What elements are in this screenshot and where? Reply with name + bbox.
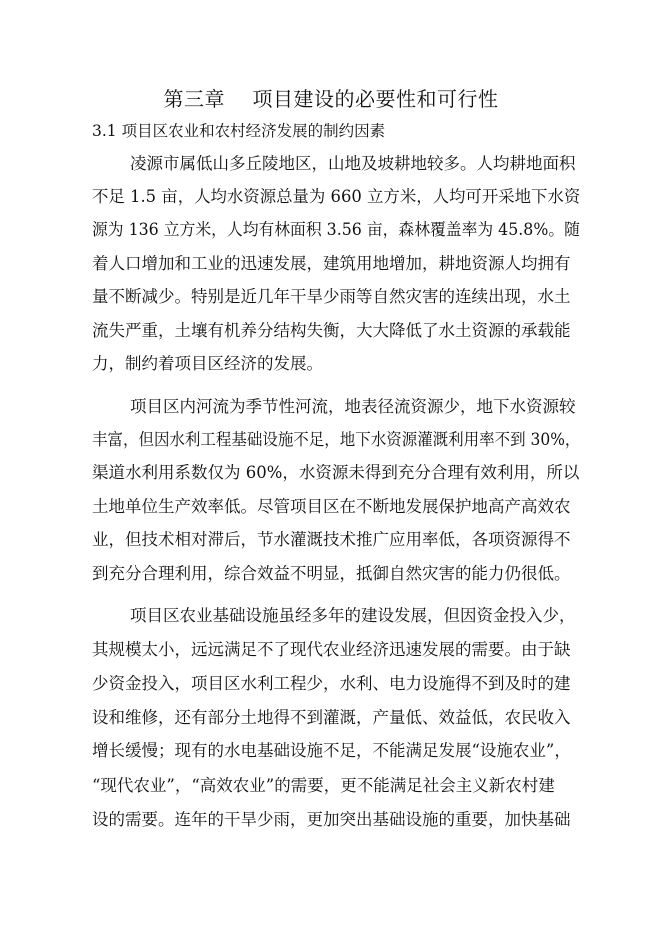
paragraph-1-line-5: 量不断减少。特别是近几年干旱少雨等自然灾害的连续出现，水土 xyxy=(92,287,571,306)
paragraph-3-line-4: 设和维修，还有部分土地得不到灌溉，产量低、效益低，农民收入 xyxy=(92,708,571,727)
paragraph-1-line-6: 流失严重，土壤有机养分结构失衡，大大降低了水土资源的承载能 xyxy=(92,321,571,340)
chapter-title: 第三章 项目建设的必要性和可行性 xyxy=(163,87,499,111)
section-heading: 3.1 项目区农业和农村经济发展的制约因素 xyxy=(92,122,386,140)
paragraph-2-line-3: 渠道水利用系数仅为 60%，水资源未得到充分合理有效利用，所以 xyxy=(92,463,580,482)
paragraph-1-line-2: 不足 1.5 亩，人均水资源总量为 660 立方米，人均可开采地下水资 xyxy=(92,187,581,206)
paragraph-2-line-5: 业，但技术相对滞后，节水灌溉技术推广应用率低，各项资源得不 xyxy=(92,530,571,549)
paragraph-3-line-2: 其规模太小，远远满足不了现代农业经济迅速发展的需要。由于缺 xyxy=(92,640,571,659)
paragraph-3-line-1: 项目区农业基础设施虽经多年的建设发展，但因资金投入少， xyxy=(130,606,576,625)
paragraph-1-line-4: 着人口增加和工业的迅速发展，建筑用地增加，耕地资源人均拥有 xyxy=(92,254,571,273)
paragraph-3-line-3: 少资金投入，项目区水利工程少，水利、电力设施得不到及时的建 xyxy=(92,674,571,693)
paragraph-2-line-4: 土地单位生产效率低。尽管项目区在不断地发展保护地高产高效农 xyxy=(92,497,571,516)
paragraph-3-line-6: “现代农业”，“高效农业”的需要，更不能满足社会主义新农村建 xyxy=(92,776,555,795)
paragraph-2-line-2: 丰富，但因水利工程基础设施不足，地下水资源灌溉利用率不到 30%， xyxy=(92,430,581,449)
paragraph-2-line-1: 项目区内河流为季节性河流，地表径流资源少，地下水资源较 xyxy=(130,397,576,416)
paragraph-3-line-5: 增长缓慢；现有的水电基础设施不足，不能满足发展“设施农业”， xyxy=(92,741,571,760)
paragraph-1-line-1: 凌源市属低山多丘陵地区，山地及坡耕地较多。人均耕地面积 xyxy=(130,154,576,173)
paragraph-3-line-7: 设的需要。连年的干旱少雨，更加突出基础设施的重要，加快基础 xyxy=(92,810,571,829)
paragraph-1-line-3: 源为 136 立方米，人均有林面积 3.56 亩，森林覆盖率为 45.8%。随 xyxy=(92,220,580,239)
paragraph-2-line-6: 到充分合理利用，综合效益不明显，抵御自然灾害的能力仍很低。 xyxy=(92,564,571,583)
paragraph-1-line-7: 力，制约着项目区经济的发展。 xyxy=(92,354,323,373)
